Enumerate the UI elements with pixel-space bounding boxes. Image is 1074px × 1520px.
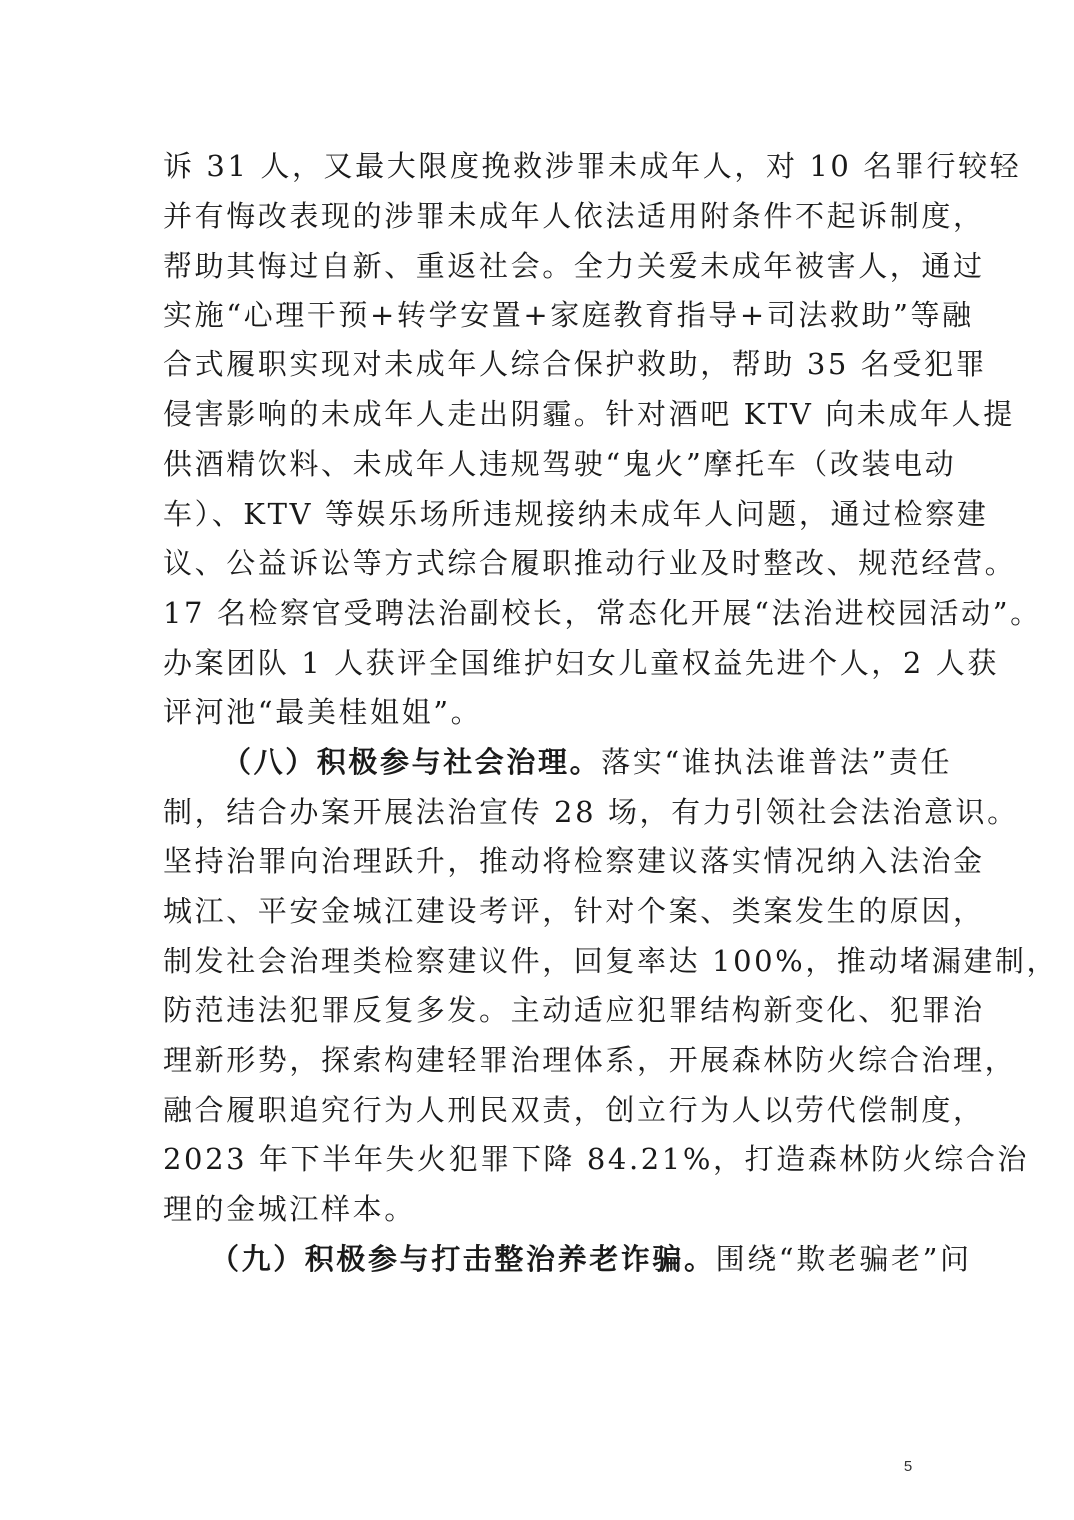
body-line-8: 车）、KTV 等娱乐场所违规接纳未成年人问题，通过检察建 [163,497,989,531]
section-8-line-10: 理的金城江样本。 [163,1192,416,1226]
section-8-line-3: 坚持治罪向治理跃升，推动将检察建议落实情况纳入法治金 [163,844,985,878]
page-number: 5 [903,1458,913,1475]
section-8-line-5: 制发社会治理类检察建议件，回复率达 100%，推动堵漏建制， [163,944,1059,978]
body-line-9: 议、公益诉讼等方式综合履职推动行业及时整改、规范经营。 [163,546,1017,580]
section-9-heading: （九）积极参与打击整治养老诈骗。 [210,1242,716,1276]
section-8-first-line-text: 落实“谁执法谁普法”责任 [601,745,953,779]
body-line-12: 评河池“最美桂姐姐”。 [163,695,483,729]
body-line-2: 并有悔改表现的涉罪未成年人依法适用附条件不起诉制度， [163,199,985,233]
section-8-line-4: 城江、平安金城江建设考评，针对个案、类案发生的原因， [163,894,985,928]
body-line-7: 供酒精饮料、未成年人违规驾驶“鬼火”摩托车（改装电动 [163,447,957,481]
section-8-line-7: 理新形势，探索构建轻罪治理体系，开展森林防火综合治理， [163,1043,1017,1077]
section-8-first-line [222,742,953,782]
section-8-line-9: 2023 年下半年失火犯罪下降 84.21%，打造森林防火综合治 [163,1142,1030,1176]
section-8-line-8: 融合履职追究行为人刑民双责，创立行为人以劳代偿制度， [163,1093,985,1127]
section-9-first-line-text: 围绕“欺老骗老”问 [715,1242,972,1276]
body-line-1: 诉 31 人，又最大限度挽救涉罪未成年人，对 10 名罪行较轻 [163,149,1022,183]
body-line-3: 帮助其悔过自新、重返社会。全力关爱未成年被害人，通过 [163,249,985,283]
body-line-6: 侵害影响的未成年人走出阴霾。针对酒吧 KTV 向未成年人提 [163,397,1015,431]
body-line-10: 17 名检察官受聘法治副校长，常态化开展“法治进校园活动”。 [163,596,1042,630]
section-8-line-6: 防范违法犯罪反复多发。主动适应犯罪结构新变化、犯罪治 [163,993,985,1027]
section-9-first-line [210,1239,972,1279]
section-8-heading: （八）积极参与社会治理。 [222,745,602,779]
section-8-line-2: 制，结合办案开展法治宣传 28 场，有力引领社会法治意识。 [163,795,1019,829]
body-line-5: 合式履职实现对未成年人综合保护救助，帮助 35 名受犯罪 [163,347,988,381]
body-line-4: 实施“心理干预+转学安置+家庭教育指导+司法救助”等融 [163,298,974,332]
body-line-11: 办案团队 1 人获评全国维护妇女儿童权益先进个人，2 人获 [163,646,999,680]
